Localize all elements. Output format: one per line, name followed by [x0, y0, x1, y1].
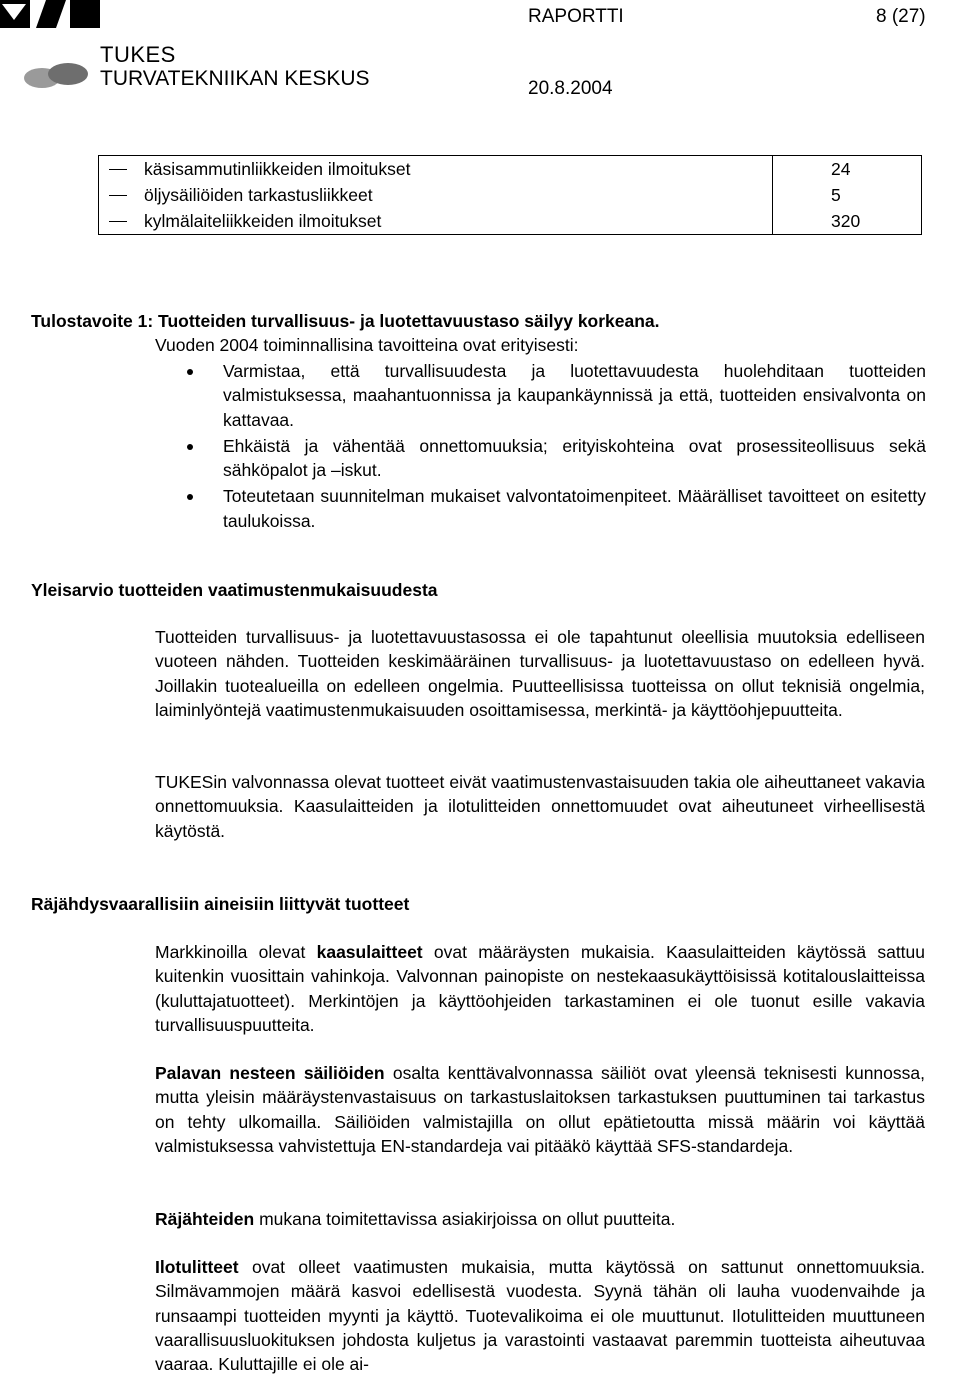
stats-table [98, 155, 922, 235]
list-item: Toteutetaan suunnitelman mukaiset valvontatoimenpiteet. Määrälliset tavoitteet on esitetty taulukoissa. [223, 484, 926, 533]
row-value: 24 [773, 156, 922, 183]
report-date: 20.8.2004 [528, 78, 613, 99]
dash-icon [109, 195, 127, 196]
objective-intro: Vuoden 2004 toiminnallisina tavoitteina ovat erityisesti: [155, 335, 579, 355]
bullet-icon [187, 369, 193, 375]
row-value: 320 [773, 208, 922, 235]
row-label: käsisammutinliikkeiden ilmoitukset [144, 158, 411, 179]
table-row [99, 182, 922, 208]
row-value: 5 [773, 182, 922, 208]
logo-ellipses-icon [22, 60, 92, 92]
assessment-paragraph-2: TUKESin valvonnassa olevat tuotteet eivät vaatimustenvastaisuuden takia ole aiheuttaneet vakavia onnettomuuksia. Kaasulaitteiden ja ilotulitteiden onnettomuudet ovat aiheutuneet virheellisestä käytöstä. [155, 772, 925, 841]
org-full-name: TURVATEKNIIKAN KESKUS [100, 67, 370, 90]
table-row [99, 208, 922, 235]
report-label: RAPORTTI [528, 6, 624, 27]
gas-devices-paragraph: Markkinoilla olevat kaasulaitteet ovat määräysten mukaisia. Kaasulaitteiden käytössä sattuu kuitenkin vuosittain vahinkoja. Valvonnan painopiste on nestekaasukäyttöisissä kotitalouslaitteissa (kuluttajatuotteet). Merkintöjen ja käyttöohjeiden tarkastaminen ei ole tuonut esille vakavia turvallisuuspuutteita. [155, 942, 926, 1035]
explosives-paragraph: Räjähteiden mukana toimitettavissa asiakirjoissa on ollut puutteita. [155, 1209, 676, 1229]
page-number: 8 (27) [876, 6, 926, 27]
tanks-paragraph: Palavan nesteen säiliöiden osalta kenttävalvonnassa säiliöt ovat yleensä teknisesti kunnossa, mutta yleisin määräystenvastaisuus on tarkastuslaitoksen tarkastuksen puuttuminen tai tarkastus on tehty ulkomailla. Säiliöiden valmistajilla on ollut epätietoutta missä määrin voi käyttää valmistuksessa vahvistettuja EN-standardeja vai pitääkö käyttää SFS-standardeja. [155, 1063, 925, 1156]
explosives-heading: Räjähdysvaarallisiin aineisiin liittyvät tuotteet [31, 894, 410, 914]
assessment-paragraph-1: Tuotteiden turvallisuus- ja luotettavuustasossa ei ole tapahtunut oleellisia muutoksia edelliseen vuoteen nähden. Tuotteiden keskimääräinen turvallisuus- ja luotettavuustaso on edelleen hyvä. Joillakin tuotealueilla on edelleen ongelmia. Puutteellisissa tuotteissa on ollut teknisiä ongelmia, laiminlyöntejä vaatimustenmukaisuuden osoittamisessa, merkintä- ja käyttöohjepuutteita. [155, 627, 925, 720]
dash-icon [109, 221, 127, 222]
table-row [99, 156, 922, 183]
row-label: öljysäiliöiden tarkastusliikkeet [144, 184, 373, 205]
bullet-icon [187, 494, 193, 500]
objective-heading: Tulostavoite 1: Tuotteiden turvallisuus- ja luotettavuustaso säilyy korkeana. [31, 311, 660, 331]
list-item: Varmistaa, että turvallisuudesta ja luotettavuudesta huolehditaan tuotteiden valmistuksessa, maahantuonnissa ja kaupankäynnissä ja että, tuotteiden ensivalvonta on kattavaa. [223, 359, 926, 432]
bullet-icon [187, 444, 193, 450]
org-short-name: TUKES [100, 42, 176, 67]
fireworks-paragraph: Ilotulitteet ovat olleet vaatimusten mukaisia, mutta käytössä on sattunut onnettomuuksia. Silmävammojen määrä kasvoi edellisestä vuodesta. Syynä tähän oli lauha vuodenvaihde ja runsaampi tuotteiden myynti ja käyttö. Tuotevalikoima ei ole muuttunut. Ilotulitteiden muuttuneen vaarallisuusluokituksen johdosta kuljetus ja varastointi vastaavat paremmin tuotteista aiheutuvaa vaaraa. Kuluttajille ei ole ai- [155, 1257, 925, 1375]
row-label: kylmälaiteliikkeiden ilmoitukset [144, 210, 382, 231]
logo-mark [0, 0, 100, 30]
assessment-heading: Yleisarvio tuotteiden vaatimustenmukaisuudesta [31, 580, 438, 600]
dash-icon [109, 169, 127, 170]
list-item: Ehkäistä ja vähentää onnettomuuksia; erityiskohteina ovat prosessiteollisuus sekä sähköpalot ja –iskut. [223, 434, 926, 483]
objective-bullets [223, 359, 926, 533]
